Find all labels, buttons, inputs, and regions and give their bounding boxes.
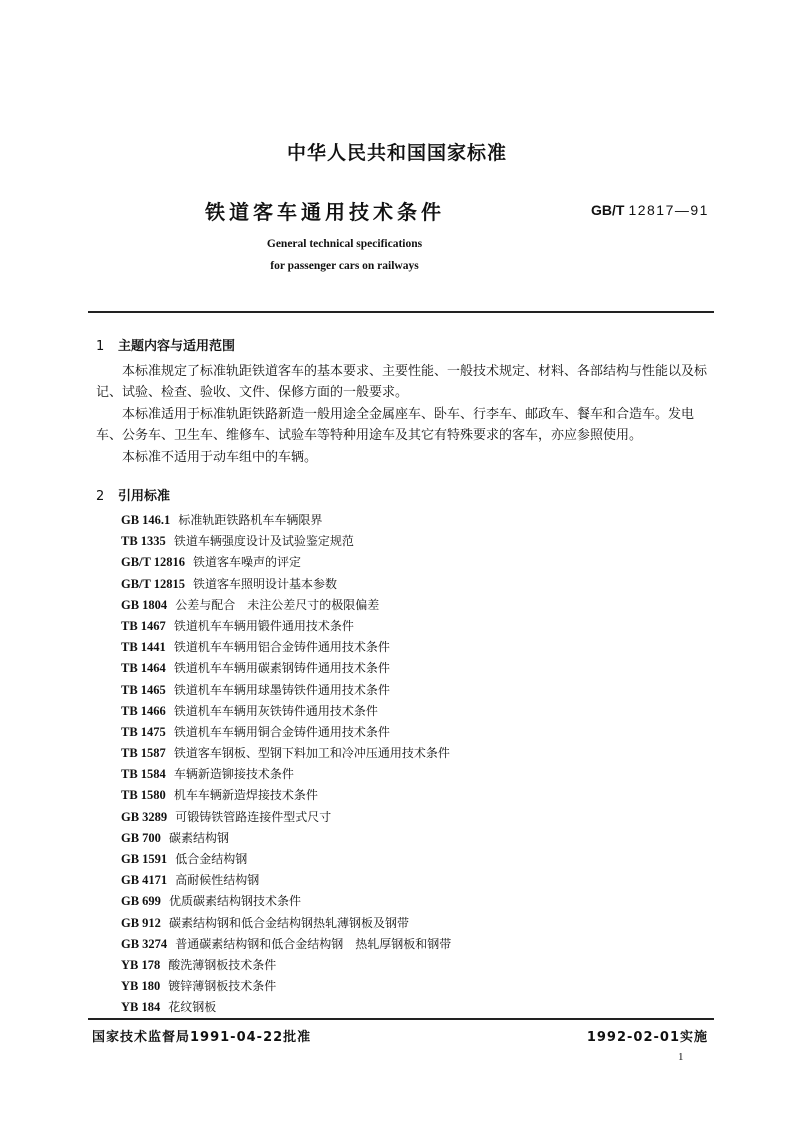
standard-code-number: 12817—91 — [628, 202, 709, 218]
reference-item — [121, 530, 451, 551]
reference-code: TB 1441 — [121, 640, 166, 655]
reference-code: TB 1475 — [121, 724, 166, 739]
reference-item — [121, 869, 451, 890]
reference-code: GB 700 — [121, 830, 161, 845]
section-1-title: 主题内容与适用范围 — [118, 339, 236, 354]
reference-item — [121, 700, 451, 721]
standard-code-prefix: GB/T — [591, 202, 625, 218]
reference-code: TB 1580 — [121, 788, 166, 803]
reference-item — [121, 890, 451, 911]
reference-item — [121, 763, 451, 784]
section-1-paragraph-2: 本标准适用于标准轨距铁路新造一般用途全金属座车、卧车、行李车、邮政车、餐车和合造车。发电车、公务车、卫生车、维修车、试验车等特种用途车及其它有特殊要求的客车，亦应参照使用。 — [96, 407, 695, 443]
approval-line: 国家技术监督局1991-04-22批准 — [92, 1030, 312, 1045]
reference-code: GB 3289 — [121, 809, 168, 824]
reference-title: 碳素结构钢和低合金结构钢热轧薄钢板及钢带 — [168, 915, 409, 930]
section-2-number: 2 — [96, 489, 105, 504]
reference-item — [121, 721, 451, 742]
reference-title: 铁道客车照明设计基本参数 — [193, 576, 338, 591]
reference-item — [121, 954, 451, 975]
reference-code: TB 1584 — [121, 767, 166, 782]
section-1-paragraph-1: 本标准规定了标准轨距铁道客车的基本要求、主要性能、一般技术规定、材料、各部结构与性能以及标记、试验、检查、验收、文件、保修方面的一般要求。 — [96, 364, 708, 400]
reference-code: GB 146.1 — [121, 513, 171, 527]
reference-item — [121, 933, 451, 954]
english-title-line-1: General technical specifications — [266, 238, 423, 250]
reference-code: YB 178 — [121, 957, 161, 972]
reference-title: 车辆新造铆接技术条件 — [173, 767, 294, 782]
reference-title: 铁道机车车辆用碳素钢铸件通用技术条件 — [173, 661, 390, 676]
english-title-line-2: for passenger cars on railways — [270, 260, 419, 272]
reference-code: GB 699 — [121, 894, 161, 909]
reference-code: YB 184 — [121, 1000, 161, 1015]
reference-title: 铁道机车车辆用球墨铸铁件通用技术条件 — [173, 682, 390, 697]
reference-title: 铁道车辆强度设计及试验鉴定规范 — [173, 534, 354, 549]
reference-title: 机车车辆新造焊接技术条件 — [173, 788, 318, 803]
reference-title: 铁道机车车辆用锻件通用技术条件 — [173, 618, 354, 633]
reference-code: GB 1804 — [121, 597, 168, 612]
section-1-paragraph-3: 本标准不适用于动车组中的车辆。 — [122, 450, 318, 465]
reference-code: GB 4171 — [121, 873, 168, 888]
reference-item — [121, 806, 451, 827]
reference-code: GB 912 — [121, 915, 161, 930]
reference-code: GB 3274 — [121, 936, 168, 951]
reference-item — [121, 615, 451, 636]
reference-item — [121, 551, 451, 572]
section-2-heading — [96, 485, 170, 504]
section-1-number: 1 — [96, 339, 105, 354]
reference-title: 铁道客车钢板、型钢下料加工和冷冲压通用技术条件 — [173, 746, 450, 761]
reference-code: TB 1465 — [121, 682, 166, 697]
reference-item — [121, 657, 451, 678]
reference-item — [121, 996, 451, 1017]
reference-item — [121, 848, 451, 869]
reference-item — [121, 975, 451, 996]
reference-title: 铁道机车车辆用灰铁铸件通用技术条件 — [173, 703, 378, 718]
national-standard-title: 中华人民共和国国家标准 — [286, 142, 507, 164]
section-2-title: 引用标准 — [118, 489, 171, 504]
reference-code: GB 1591 — [121, 852, 168, 866]
reference-code: TB 1466 — [121, 703, 166, 718]
reference-code: TB 1467 — [121, 618, 166, 633]
reference-list — [121, 509, 451, 1018]
reference-title: 普通碳素结构钢和低合金结构钢 热轧厚钢板和钢带 — [175, 936, 452, 951]
reference-code: GB/T 12816 — [121, 555, 186, 570]
reference-title: 公差与配合 未注公差尺寸的极限偏差 — [175, 597, 380, 612]
reference-code: TB 1335 — [121, 534, 166, 549]
reference-item — [121, 784, 451, 805]
reference-title: 铁道机车车辆用铜合金铸件通用技术条件 — [173, 724, 390, 739]
reference-title: 酸洗薄钢板技术条件 — [168, 957, 277, 972]
reference-item — [121, 679, 451, 700]
reference-title: 铁道客车噪声的评定 — [193, 555, 302, 570]
reference-item — [121, 573, 451, 594]
standard-code — [591, 202, 709, 218]
reference-code: TB 1587 — [121, 746, 166, 761]
reference-item — [121, 827, 451, 848]
header-divider — [88, 311, 714, 313]
document-title: 铁道客车通用技术条件 — [205, 200, 445, 224]
reference-item — [121, 912, 451, 933]
footer-divider — [88, 1018, 714, 1020]
reference-item — [121, 594, 451, 615]
reference-title: 碳素结构钢 — [168, 830, 229, 845]
reference-code: YB 180 — [121, 979, 161, 994]
reference-title: 低合金结构钢 — [175, 852, 248, 866]
page-number: 1 — [678, 1051, 684, 1063]
reference-title: 优质碳素结构钢技术条件 — [168, 894, 301, 909]
implementation-date: 1992-02-01实施 — [586, 1030, 708, 1045]
reference-title: 可锻铸铁管路连接件型式尺寸 — [175, 809, 332, 824]
reference-code: TB 1464 — [121, 661, 166, 676]
reference-item — [121, 509, 451, 530]
reference-title: 铁道机车车辆用铝合金铸件通用技术条件 — [173, 640, 390, 655]
reference-code: GB/T 12815 — [121, 576, 186, 591]
reference-title: 花纹钢板 — [168, 1000, 217, 1015]
reference-title: 标准轨距铁路机车车辆限界 — [178, 513, 323, 527]
reference-title: 高耐候性结构钢 — [175, 873, 260, 888]
reference-item — [121, 742, 451, 763]
reference-item — [121, 636, 451, 657]
reference-title: 镀锌薄钢板技术条件 — [168, 979, 277, 994]
section-1-heading — [96, 335, 235, 354]
